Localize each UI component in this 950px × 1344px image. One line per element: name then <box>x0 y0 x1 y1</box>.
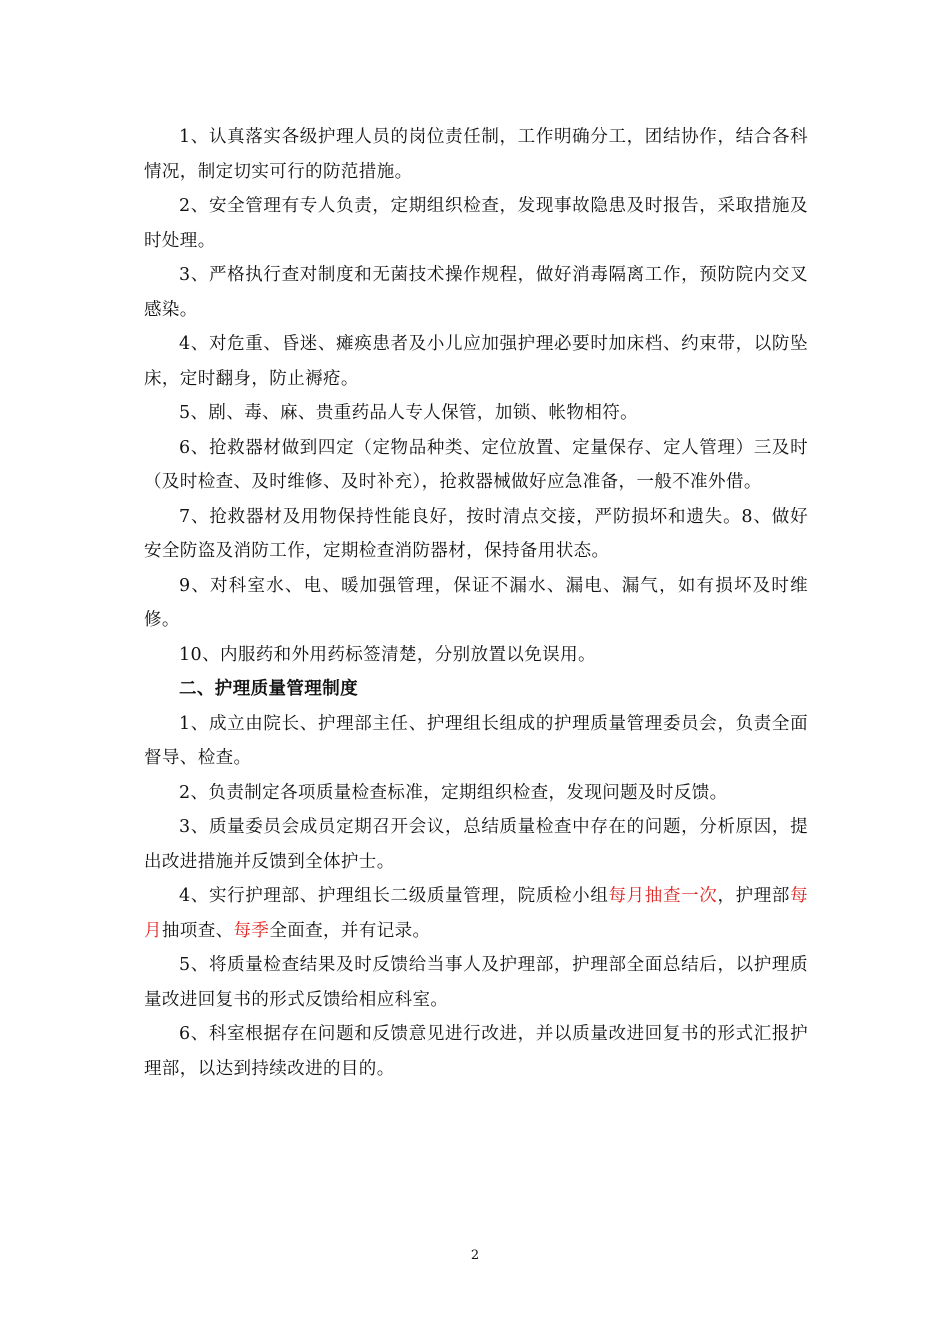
paragraph-text: ，护理部 <box>717 886 791 906</box>
paragraph-2 <box>144 189 808 258</box>
paragraph-text: 3、严格执行查对制度和无菌技术操作规程，做好消毒隔离工作，预防院内交叉感染。 <box>144 265 808 320</box>
paragraph-6 <box>144 431 808 500</box>
paragraph-text: 4、实行护理部、护理组长二级质量管理，院质检小组 <box>179 886 609 906</box>
paragraph-13 <box>144 879 808 948</box>
paragraph-9 <box>144 638 808 673</box>
paragraph-text: 7、抢救器材及用物保持性能良好，按时清点交接，严防损坏和遗失。8、做好安全防盗及消防工作，定期检查消防器材，保持备用状态。 <box>144 506 808 561</box>
paragraph-text: 4、对危重、昏迷、瘫痪患者及小儿应加强护理必要时加床档、约束带，以防坠床，定时翻身，防止褥疮。 <box>144 334 808 389</box>
paragraph-text: 1、认真落实各级护理人员的岗位责任制，工作明确分工，团结协作，结合各科情况，制定切实可行的防范措施。 <box>144 127 808 182</box>
paragraph-text: 3、质量委员会成员定期召开会议，总结质量检查中存在的问题，分析原因，提出改进措施并反馈到全体护士。 <box>144 817 808 872</box>
paragraph-text: 全面查，并有记录。 <box>269 920 431 941</box>
paragraph-text: 5、剧、毒、麻、贵重药品人专人保管，加锁、帐物相符。 <box>179 403 639 423</box>
paragraph-text: 抽项查、 <box>161 920 234 941</box>
paragraph-text: 2、安全管理有专人负责，定期组织检查，发现事故隐患及时报告，采取措施及时处理。 <box>144 196 808 251</box>
paragraph-text: 9、对科室水、电、暖加强管理，保证不漏水、漏电、漏气，如有损坏及时维修。 <box>144 575 808 630</box>
section-heading <box>144 672 808 707</box>
highlighted-text: 每季 <box>233 920 270 941</box>
paragraph-text: 6、科室根据存在问题和反馈意见进行改进，并以质量改进回复书的形式汇报护理部，以达到持续改进的目的。 <box>144 1024 808 1079</box>
paragraph-11 <box>144 776 808 811</box>
highlighted-text: 每月抽查一次 <box>608 886 718 906</box>
paragraph-12 <box>144 810 808 879</box>
page-number: 2 <box>470 1248 480 1263</box>
heading-text: 二、护理质量管理制度 <box>179 679 358 699</box>
paragraph-8 <box>144 569 808 638</box>
paragraph-3 <box>144 258 808 327</box>
paragraph-1 <box>144 120 808 189</box>
paragraph-text: 2、负责制定各项质量检查标准，定期组织检查，发现问题及时反馈。 <box>179 782 728 803</box>
paragraph-14 <box>144 948 808 1017</box>
paragraph-4 <box>144 327 808 396</box>
paragraph-5 <box>144 396 808 431</box>
paragraph-text: 10、内服药和外用药标签清楚，分别放置以免误用。 <box>179 644 596 665</box>
paragraph-10 <box>144 707 808 776</box>
highlighted-text: 每月 <box>144 886 808 941</box>
paragraph-7 <box>144 500 808 569</box>
paragraph-text: 1、成立由院长、护理部主任、护理组长组成的护理质量管理委员会，负责全面督导、检查。 <box>144 713 808 768</box>
paragraph-text: 6、抢救器材做到四定（定物品种类、定位放置、定量保存、定人管理）三及时（及时检查、及时维修、及时补充），抢救器械做好应急准备，一般不准外借。 <box>144 437 808 492</box>
paragraph-15 <box>144 1017 808 1086</box>
document-body <box>144 120 808 1086</box>
paragraph-text: 5、将质量检查结果及时反馈给当事人及护理部，护理部全面总结后，以护理质量改进回复书的形式反馈给相应科室。 <box>144 955 808 1010</box>
